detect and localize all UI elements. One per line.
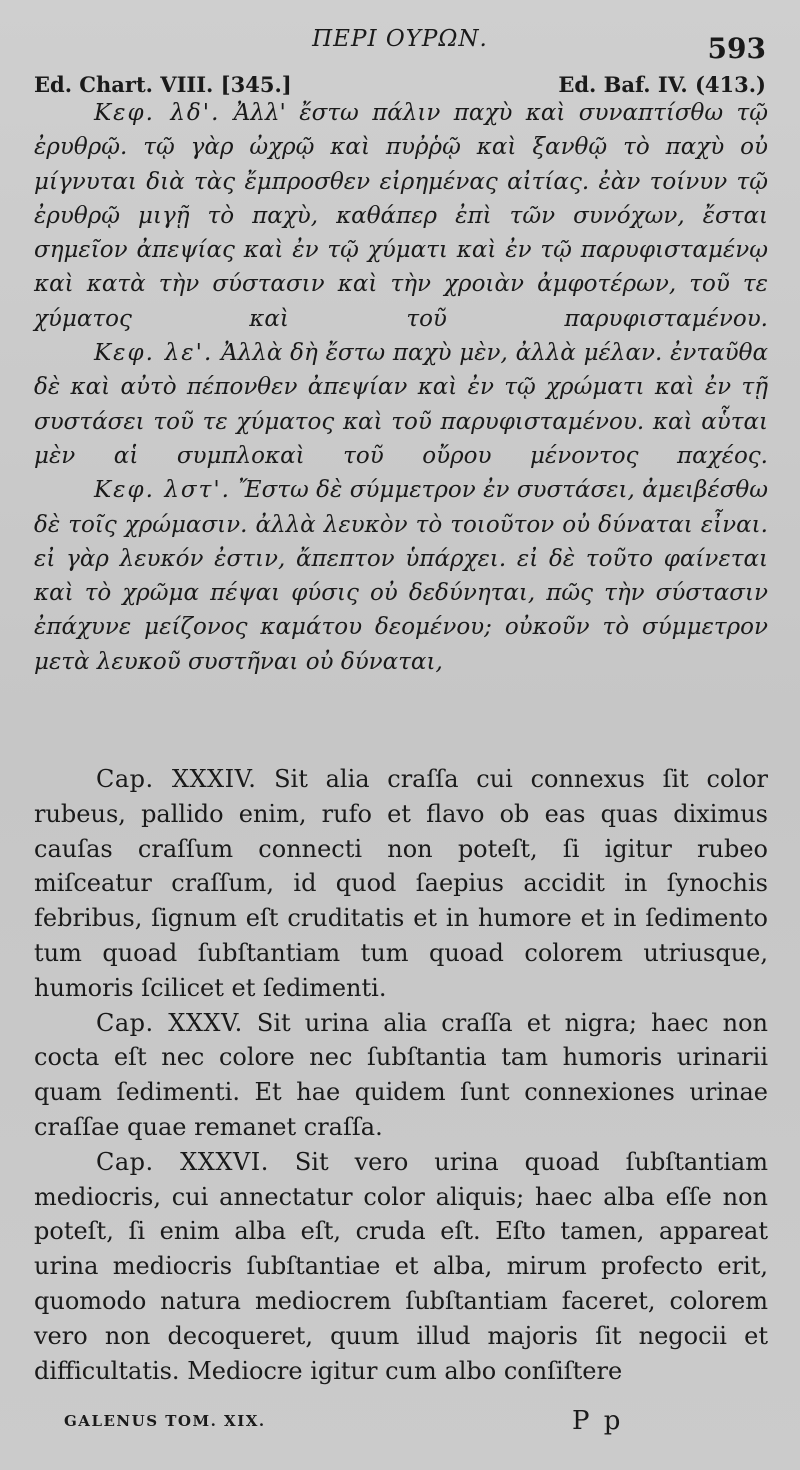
paragraph-text: Ἀλλὰ δὴ ἔστω παχὺ μὲν, ἀλλὰ μέλαν. ἐνταῦθα δὲ καὶ αὐτὸ πέπονθεν ἀπεψίαν καὶ ἐν τῷ χρώματι καὶ ἐν τῇ συστάσει τοῦ τε χύματος καὶ τοῦ παρυφισταμένου. καὶ αὗται μὲν αἱ συμπλοκαὶ τοῦ οὔρου μένοντος παχέος. [34, 340, 769, 469]
chapter-heading: Κεφ. λε'. [94, 340, 214, 367]
latin-paragraph [34, 762, 768, 1006]
chapter-heading: Κεφ. λδ'. [94, 100, 221, 126]
latin-text-block [34, 762, 768, 1388]
greek-paragraph [34, 473, 768, 679]
paragraph-text: Sit vero urina quoad ſubſtantiam mediocris, cui annectatur color aliquis; haec alba eſſe non poteſt, ſi enim alba eſt, cruda eſt. Eſto tamen, appareat urina mediocris ſubſtantiae et alba, mirum profecto erit, quomodo natura mediocrem ſubſtantiam faceret, colorem vero non decoqueret, quum illud majoris ſit negocii et difficultatis. Mediocre igitur cum albo conſiſtere [34, 1147, 768, 1385]
greek-paragraph [34, 96, 768, 336]
edition-reference-basel: Ed. Baf. IV. (413.) [558, 72, 766, 97]
latin-paragraph [34, 1006, 768, 1145]
paragraph-text: Sit alia craſſa cui connexus ſit color rubeus, pallido enim, rufo et flavo ob eas quas diximus cauſas craſſum connecti non poteſt, ſi igitur rubeo miſceatur craſſum, id quod ſaepius accidit in ſynochis febribus, ſignum eſt cruditatis et in humore et in ſedimento tum quoad ſubſtantiam tum quoad colorem utriusque, humoris ſcilicet et ſedimenti. [34, 765, 768, 1002]
chapter-heading: Cap. XXXIV. [96, 765, 257, 793]
printer-signature-mark: P p [572, 1406, 624, 1436]
paragraph-text: Ἔστω δὲ σύμμετρον ἐν συστάσει, ἀμειβέσθω δὲ τοῖς χρώμασιν. ἀλλὰ λευκὸν τὸ τοιοῦτον οὐ δύναται εἶναι. εἰ γὰρ λευκόν ἐστιν, ἄπεπτον ὑπάρχει. εἰ δὲ τοῦτο φαίνεται καὶ τὸ χρῶμα πέψαι φύσις οὐ δεδύνηται, πῶς τὴν σύστασιν ἐπάχυνε μείζονος καμάτου δεομένου; οὐκοῦν τὸ σύμμετρον μετὰ λευκοῦ συστῆναι οὐ δύναται, [34, 477, 769, 675]
paragraph-text: Sit urina alia craſſa et nigra; haec non cocta eſt nec colore nec ſubſtantia tam humoris urinarii quam ſedimenti. Et hae quidem ſunt connexiones urinae craſſae quae remanet craſſa. [34, 1008, 768, 1141]
edition-reference-chartier: Ed. Chart. VIII. [345.] [34, 72, 292, 97]
paragraph-text: Ἀλλ' ἔστω πάλιν παχὺ καὶ συναπτίσθω τῷ ἐρυθρῷ. τῷ γὰρ ὠχρῷ καὶ πυῤῥῷ καὶ ξανθῷ τὸ παχὺ οὐ μίγνυται διὰ τὰς ἔμπροσθεν εἰρημένας αἰτίας. ἐὰν τοίνυν τῷ ἐρυθρῷ μιγῇ τὸ παχὺ, καθάπερ ἐπὶ τῶν συνόχων, ἔσται σημεῖον ἀπεψίας καὶ ἐν τῷ χύματι καὶ ἐν τῷ παρυφισταμένῳ καὶ κατὰ τὴν σύστασιν καὶ τὴν χροιὰν ἀμφοτέρων, τοῦ τε χύματος καὶ τοῦ παρυφισταμένου. [34, 100, 769, 332]
chapter-heading: Cap. XXXV. [96, 1008, 243, 1037]
greek-paragraph [34, 336, 768, 473]
page-number: 593 [707, 32, 766, 65]
greek-text-block [34, 96, 768, 679]
chapter-heading: Cap. XXXVI. [96, 1147, 269, 1176]
latin-paragraph [34, 1145, 768, 1389]
chapter-heading: Κεφ. λστ'. [94, 477, 231, 504]
running-title: ΠΕΡΙ ΟΥΡΩΝ. [312, 26, 488, 52]
printer-signature-volume: GALENUS TOM. XIX. [64, 1412, 266, 1430]
